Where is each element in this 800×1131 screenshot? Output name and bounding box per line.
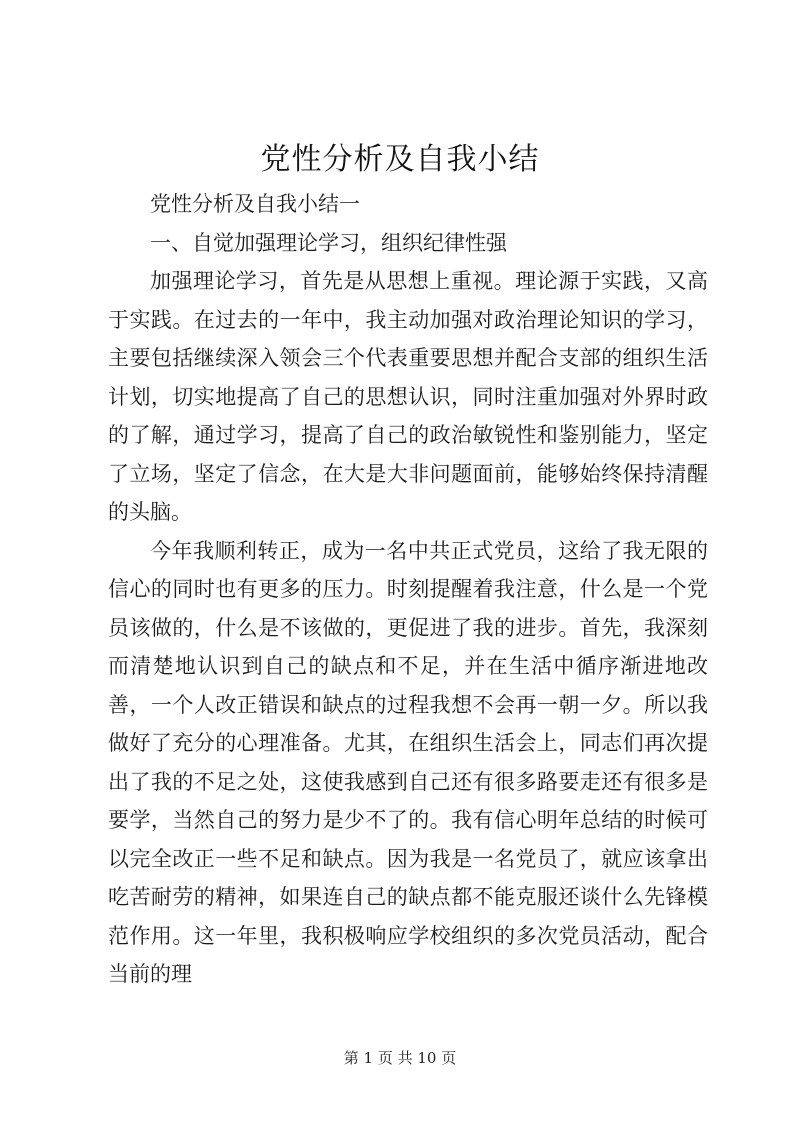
body-paragraph: 今年我顺利转正，成为一名中共正式党员，这给了我无限的信心的同时也有更多的压力。时刻提醒着我注意，什么是一个党员该做的，什么是不该做的，更促进了我的进步。首先，我深刻而清楚地认识到自己的缺点和不足，并在生活中循序渐进地改善，一个人改正错误和缺点的过程我想不会再一朝一夕。所以我做好了充分的心理准备。尤其，在组织生活会上，同志们再次提出了我的不足之处，这使我感到自己还有很多路要走还有很多是要学，当然自己的努力是少不了的。我有信心明年总结的时候可以完全改正一些不足和缺点。因为我是一名党员了，就应该拿出吃苦耐劳的精神，如果连自己的缺点都不能克服还谈什么先锋模范作用。这一年里，我积极响应学校组织的多次党员活动，配合当前的理 (108, 538, 708, 986)
page-footer: 第 1 页 共 10 页 (343, 1049, 457, 1067)
document-body (108, 185, 708, 994)
body-paragraph: 加强理论学习，首先是从思想上重视。理论源于实践，又高于实践。在过去的一年中，我主动加强对政治理论知识的学习，主要包括继续深入领会三个代表重要思想并配合支部的组织生活计划，切实地提高了自己的思想认识，同时注重加强对外界时政的了解，通过学习，提高了自己的政治敏锐性和鉴别能力，坚定了立场，坚定了信念，在大是大非问题面前，能够始终保持清醒的头脑。 (108, 269, 708, 524)
section-subtitle: 党性分析及自我小结一 (150, 192, 360, 216)
section-heading: 一、自觉加强理论学习，组织纪律性强 (150, 230, 507, 255)
document-title: 党性分析及自我小结 (260, 142, 540, 177)
